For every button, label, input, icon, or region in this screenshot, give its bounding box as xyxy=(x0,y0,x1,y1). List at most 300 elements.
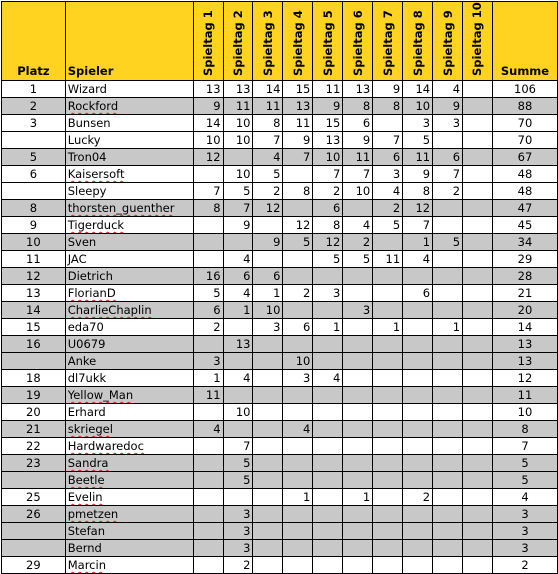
cell-platz[interactable]: 18 xyxy=(2,370,66,387)
cell-spieltag-5[interactable]: 9 xyxy=(313,98,343,115)
cell-spieltag-6[interactable]: 5 xyxy=(343,251,373,268)
cell-spieler[interactable] xyxy=(65,268,193,285)
cell-spieltag-8[interactable]: 2 xyxy=(403,489,433,506)
cell-spieltag-2[interactable]: 9 xyxy=(223,217,253,234)
cell-spieltag-5[interactable] xyxy=(313,523,343,540)
cell-spieltag-4[interactable] xyxy=(283,336,313,353)
cell-spieler[interactable] xyxy=(65,319,193,336)
cell-spieltag-8[interactable] xyxy=(403,523,433,540)
cell-spieler[interactable] xyxy=(65,489,193,506)
cell-spieltag-6[interactable] xyxy=(343,285,373,302)
cell-spieltag-4[interactable]: 13 xyxy=(283,98,313,115)
cell-spieltag-4[interactable] xyxy=(283,166,313,183)
cell-spieltag-5[interactable] xyxy=(313,421,343,438)
cell-spieltag-4[interactable] xyxy=(283,438,313,455)
cell-spieltag-3[interactable] xyxy=(253,540,283,557)
cell-spieltag-5[interactable] xyxy=(313,387,343,404)
cell-spieltag-1[interactable] xyxy=(193,489,223,506)
header-spieltag-6[interactable] xyxy=(343,2,373,81)
cell-spieltag-1[interactable] xyxy=(193,540,223,557)
cell-spieltag-7[interactable]: 11 xyxy=(373,251,403,268)
cell-spieltag-7[interactable] xyxy=(373,438,403,455)
cell-spieltag-4[interactable]: 9 xyxy=(283,132,313,149)
cell-spieltag-8[interactable] xyxy=(403,319,433,336)
cell-spieltag-8[interactable] xyxy=(403,421,433,438)
cell-spieltag-2[interactable]: 10 xyxy=(223,132,253,149)
cell-spieltag-5[interactable] xyxy=(313,302,343,319)
cell-spieltag-9[interactable] xyxy=(433,217,463,234)
cell-spieler[interactable] xyxy=(65,132,193,149)
cell-summe[interactable]: 88 xyxy=(492,98,557,115)
cell-spieltag-1[interactable]: 3 xyxy=(193,353,223,370)
cell-spieltag-4[interactable] xyxy=(283,557,313,574)
cell-spieltag-4[interactable] xyxy=(283,472,313,489)
cell-spieltag-5[interactable]: 4 xyxy=(313,370,343,387)
cell-spieltag-10[interactable] xyxy=(463,557,493,574)
cell-spieler[interactable] xyxy=(65,540,193,557)
cell-spieltag-6[interactable] xyxy=(343,540,373,557)
cell-spieltag-7[interactable] xyxy=(373,489,403,506)
cell-spieltag-4[interactable]: 6 xyxy=(283,319,313,336)
cell-platz[interactable] xyxy=(2,540,66,557)
cell-spieltag-1[interactable]: 16 xyxy=(193,268,223,285)
cell-spieltag-5[interactable] xyxy=(313,489,343,506)
cell-spieltag-9[interactable] xyxy=(433,455,463,472)
cell-spieltag-1[interactable]: 11 xyxy=(193,387,223,404)
cell-spieltag-10[interactable] xyxy=(463,506,493,523)
cell-spieltag-2[interactable] xyxy=(223,387,253,404)
cell-spieltag-4[interactable]: 12 xyxy=(283,217,313,234)
cell-spieltag-10[interactable] xyxy=(463,234,493,251)
cell-spieltag-6[interactable] xyxy=(343,472,373,489)
cell-spieltag-4[interactable]: 11 xyxy=(283,115,313,132)
cell-summe[interactable]: 3 xyxy=(492,523,557,540)
cell-summe[interactable]: 10 xyxy=(492,404,557,421)
cell-spieltag-9[interactable] xyxy=(433,523,463,540)
cell-spieltag-6[interactable]: 7 xyxy=(343,166,373,183)
cell-spieler[interactable] xyxy=(65,523,193,540)
cell-platz[interactable]: 5 xyxy=(2,149,66,166)
cell-spieltag-3[interactable]: 14 xyxy=(253,81,283,98)
cell-spieltag-1[interactable] xyxy=(193,455,223,472)
cell-spieltag-1[interactable] xyxy=(193,438,223,455)
cell-platz[interactable]: 15 xyxy=(2,319,66,336)
cell-spieltag-10[interactable] xyxy=(463,421,493,438)
cell-spieler[interactable] xyxy=(65,302,193,319)
cell-spieler[interactable] xyxy=(65,370,193,387)
cell-spieltag-1[interactable]: 14 xyxy=(193,115,223,132)
cell-spieltag-5[interactable]: 15 xyxy=(313,115,343,132)
cell-spieltag-3[interactable] xyxy=(253,472,283,489)
cell-spieltag-10[interactable] xyxy=(463,540,493,557)
cell-platz[interactable]: 25 xyxy=(2,489,66,506)
cell-spieltag-1[interactable]: 6 xyxy=(193,302,223,319)
cell-spieltag-5[interactable] xyxy=(313,336,343,353)
cell-spieler[interactable] xyxy=(65,455,193,472)
cell-spieltag-4[interactable]: 2 xyxy=(283,285,313,302)
cell-spieltag-6[interactable]: 2 xyxy=(343,234,373,251)
cell-spieltag-8[interactable] xyxy=(403,455,433,472)
cell-summe[interactable]: 13 xyxy=(492,353,557,370)
cell-spieltag-8[interactable]: 14 xyxy=(403,81,433,98)
header-summe[interactable]: Summe xyxy=(492,2,557,81)
cell-spieltag-9[interactable]: 4 xyxy=(433,81,463,98)
cell-spieltag-3[interactable]: 2 xyxy=(253,183,283,200)
cell-spieltag-8[interactable] xyxy=(403,540,433,557)
cell-spieltag-4[interactable] xyxy=(283,404,313,421)
cell-summe[interactable]: 67 xyxy=(492,149,557,166)
cell-platz[interactable]: 14 xyxy=(2,302,66,319)
cell-platz[interactable] xyxy=(2,523,66,540)
cell-spieltag-3[interactable]: 7 xyxy=(253,132,283,149)
cell-spieltag-6[interactable] xyxy=(343,370,373,387)
cell-spieltag-3[interactable]: 10 xyxy=(253,302,283,319)
header-spieltag-3[interactable] xyxy=(253,2,283,81)
header-spieltag-9[interactable] xyxy=(433,2,463,81)
cell-spieltag-2[interactable]: 1 xyxy=(223,302,253,319)
cell-spieler[interactable] xyxy=(65,115,193,132)
cell-spieler[interactable] xyxy=(65,149,193,166)
cell-spieltag-10[interactable] xyxy=(463,336,493,353)
cell-spieltag-1[interactable]: 8 xyxy=(193,200,223,217)
cell-spieltag-7[interactable]: 9 xyxy=(373,81,403,98)
cell-spieltag-3[interactable]: 3 xyxy=(253,319,283,336)
cell-spieltag-6[interactable] xyxy=(343,404,373,421)
cell-spieltag-5[interactable] xyxy=(313,404,343,421)
cell-spieltag-4[interactable]: 10 xyxy=(283,353,313,370)
cell-spieltag-7[interactable] xyxy=(373,472,403,489)
cell-spieltag-4[interactable] xyxy=(283,506,313,523)
cell-summe[interactable]: 7 xyxy=(492,438,557,455)
cell-spieltag-1[interactable] xyxy=(193,166,223,183)
cell-platz[interactable]: 2 xyxy=(2,98,66,115)
cell-spieltag-5[interactable] xyxy=(313,353,343,370)
cell-spieltag-9[interactable] xyxy=(433,387,463,404)
cell-platz[interactable]: 3 xyxy=(2,115,66,132)
header-spieltag-10[interactable] xyxy=(463,2,493,81)
cell-spieltag-1[interactable]: 7 xyxy=(193,183,223,200)
cell-spieltag-5[interactable] xyxy=(313,540,343,557)
cell-platz[interactable]: 26 xyxy=(2,506,66,523)
cell-spieltag-6[interactable]: 10 xyxy=(343,183,373,200)
cell-spieltag-9[interactable] xyxy=(433,506,463,523)
cell-spieltag-6[interactable] xyxy=(343,557,373,574)
cell-spieler[interactable] xyxy=(65,472,193,489)
cell-spieltag-9[interactable] xyxy=(433,540,463,557)
cell-summe[interactable]: 5 xyxy=(492,455,557,472)
cell-spieltag-7[interactable] xyxy=(373,455,403,472)
cell-spieltag-4[interactable] xyxy=(283,523,313,540)
cell-spieltag-9[interactable] xyxy=(433,285,463,302)
cell-spieltag-10[interactable] xyxy=(463,523,493,540)
cell-spieltag-2[interactable] xyxy=(223,234,253,251)
cell-spieltag-10[interactable] xyxy=(463,98,493,115)
cell-spieltag-3[interactable] xyxy=(253,387,283,404)
cell-spieler[interactable] xyxy=(65,285,193,302)
cell-spieltag-6[interactable] xyxy=(343,268,373,285)
cell-spieltag-6[interactable]: 4 xyxy=(343,217,373,234)
cell-spieler[interactable] xyxy=(65,404,193,421)
cell-spieltag-4[interactable] xyxy=(283,302,313,319)
cell-spieltag-7[interactable] xyxy=(373,523,403,540)
cell-spieltag-9[interactable] xyxy=(433,251,463,268)
cell-spieltag-2[interactable]: 5 xyxy=(223,455,253,472)
cell-spieltag-3[interactable] xyxy=(253,370,283,387)
cell-spieltag-1[interactable] xyxy=(193,557,223,574)
cell-spieltag-5[interactable]: 13 xyxy=(313,132,343,149)
cell-spieltag-7[interactable] xyxy=(373,285,403,302)
cell-spieltag-8[interactable]: 4 xyxy=(403,251,433,268)
cell-spieltag-6[interactable]: 13 xyxy=(343,81,373,98)
cell-summe[interactable]: 34 xyxy=(492,234,557,251)
cell-spieltag-9[interactable] xyxy=(433,404,463,421)
cell-spieltag-4[interactable]: 4 xyxy=(283,421,313,438)
cell-spieltag-3[interactable] xyxy=(253,455,283,472)
cell-spieltag-2[interactable]: 13 xyxy=(223,336,253,353)
cell-spieler[interactable] xyxy=(65,234,193,251)
cell-spieltag-7[interactable]: 2 xyxy=(373,200,403,217)
cell-spieltag-8[interactable] xyxy=(403,268,433,285)
cell-spieltag-9[interactable]: 9 xyxy=(433,98,463,115)
cell-spieltag-8[interactable] xyxy=(403,472,433,489)
cell-summe[interactable]: 70 xyxy=(492,115,557,132)
cell-platz[interactable]: 29 xyxy=(2,557,66,574)
cell-platz[interactable]: 12 xyxy=(2,268,66,285)
cell-spieltag-4[interactable]: 8 xyxy=(283,183,313,200)
cell-spieler[interactable] xyxy=(65,98,193,115)
cell-spieler[interactable] xyxy=(65,353,193,370)
cell-spieltag-7[interactable] xyxy=(373,506,403,523)
cell-platz[interactable]: 16 xyxy=(2,336,66,353)
cell-spieltag-1[interactable] xyxy=(193,336,223,353)
cell-spieltag-2[interactable]: 5 xyxy=(223,472,253,489)
cell-spieltag-2[interactable]: 4 xyxy=(223,251,253,268)
cell-spieltag-1[interactable] xyxy=(193,217,223,234)
cell-spieltag-5[interactable]: 5 xyxy=(313,251,343,268)
header-spieltag-2[interactable] xyxy=(223,2,253,81)
cell-spieltag-10[interactable] xyxy=(463,472,493,489)
cell-spieltag-6[interactable]: 3 xyxy=(343,302,373,319)
cell-summe[interactable]: 21 xyxy=(492,285,557,302)
cell-spieler[interactable] xyxy=(65,421,193,438)
cell-spieltag-10[interactable] xyxy=(463,200,493,217)
cell-spieltag-7[interactable]: 8 xyxy=(373,98,403,115)
cell-spieltag-9[interactable]: 6 xyxy=(433,149,463,166)
cell-spieltag-9[interactable]: 7 xyxy=(433,166,463,183)
cell-spieltag-5[interactable]: 11 xyxy=(313,81,343,98)
cell-platz[interactable] xyxy=(2,132,66,149)
cell-spieltag-6[interactable]: 1 xyxy=(343,489,373,506)
cell-spieltag-1[interactable] xyxy=(193,472,223,489)
cell-spieltag-6[interactable] xyxy=(343,319,373,336)
cell-summe[interactable]: 2 xyxy=(492,557,557,574)
cell-summe[interactable]: 5 xyxy=(492,472,557,489)
cell-spieltag-9[interactable] xyxy=(433,557,463,574)
cell-spieltag-4[interactable]: 5 xyxy=(283,234,313,251)
cell-spieltag-4[interactable] xyxy=(283,387,313,404)
cell-spieltag-1[interactable] xyxy=(193,523,223,540)
cell-spieltag-3[interactable]: 9 xyxy=(253,234,283,251)
cell-spieltag-7[interactable] xyxy=(373,336,403,353)
cell-summe[interactable]: 28 xyxy=(492,268,557,285)
cell-spieltag-4[interactable] xyxy=(283,200,313,217)
cell-spieltag-2[interactable]: 3 xyxy=(223,540,253,557)
cell-spieltag-3[interactable] xyxy=(253,421,283,438)
cell-spieltag-3[interactable] xyxy=(253,251,283,268)
cell-platz[interactable]: 9 xyxy=(2,217,66,234)
cell-spieltag-6[interactable]: 6 xyxy=(343,115,373,132)
cell-spieltag-8[interactable] xyxy=(403,387,433,404)
cell-spieltag-10[interactable] xyxy=(463,489,493,506)
cell-spieltag-5[interactable] xyxy=(313,438,343,455)
cell-spieltag-8[interactable]: 3 xyxy=(403,115,433,132)
cell-spieltag-2[interactable]: 10 xyxy=(223,404,253,421)
cell-spieltag-8[interactable] xyxy=(403,557,433,574)
cell-spieltag-10[interactable] xyxy=(463,115,493,132)
cell-spieltag-3[interactable] xyxy=(253,404,283,421)
cell-spieltag-10[interactable] xyxy=(463,370,493,387)
cell-spieltag-6[interactable]: 11 xyxy=(343,149,373,166)
cell-summe[interactable]: 4 xyxy=(492,489,557,506)
cell-spieltag-3[interactable]: 4 xyxy=(253,149,283,166)
cell-spieltag-3[interactable]: 12 xyxy=(253,200,283,217)
cell-spieltag-3[interactable] xyxy=(253,489,283,506)
cell-spieltag-7[interactable] xyxy=(373,302,403,319)
cell-summe[interactable]: 3 xyxy=(492,540,557,557)
cell-spieltag-10[interactable] xyxy=(463,251,493,268)
cell-spieltag-8[interactable] xyxy=(403,336,433,353)
cell-spieltag-3[interactable]: 1 xyxy=(253,285,283,302)
cell-platz[interactable] xyxy=(2,183,66,200)
cell-spieltag-2[interactable] xyxy=(223,489,253,506)
cell-summe[interactable]: 11 xyxy=(492,387,557,404)
cell-platz[interactable]: 20 xyxy=(2,404,66,421)
cell-spieltag-2[interactable]: 5 xyxy=(223,183,253,200)
cell-spieltag-7[interactable] xyxy=(373,115,403,132)
cell-spieler[interactable] xyxy=(65,183,193,200)
cell-platz[interactable] xyxy=(2,353,66,370)
cell-spieltag-7[interactable]: 3 xyxy=(373,166,403,183)
cell-spieltag-6[interactable] xyxy=(343,506,373,523)
cell-platz[interactable]: 1 xyxy=(2,81,66,98)
header-spieltag-7[interactable] xyxy=(373,2,403,81)
cell-summe[interactable]: 3 xyxy=(492,506,557,523)
cell-summe[interactable]: 13 xyxy=(492,336,557,353)
cell-spieltag-4[interactable]: 3 xyxy=(283,370,313,387)
cell-spieltag-2[interactable] xyxy=(223,319,253,336)
cell-spieltag-2[interactable]: 3 xyxy=(223,523,253,540)
cell-spieler[interactable] xyxy=(65,506,193,523)
cell-spieler[interactable] xyxy=(65,81,193,98)
cell-spieltag-6[interactable] xyxy=(343,387,373,404)
cell-spieltag-9[interactable] xyxy=(433,353,463,370)
cell-spieltag-8[interactable]: 8 xyxy=(403,183,433,200)
cell-spieler[interactable] xyxy=(65,217,193,234)
cell-spieltag-10[interactable] xyxy=(463,404,493,421)
cell-spieltag-8[interactable]: 6 xyxy=(403,285,433,302)
cell-platz[interactable]: 21 xyxy=(2,421,66,438)
cell-summe[interactable]: 106 xyxy=(492,81,557,98)
cell-spieltag-4[interactable] xyxy=(283,251,313,268)
cell-spieltag-7[interactable] xyxy=(373,370,403,387)
cell-spieltag-2[interactable] xyxy=(223,421,253,438)
cell-spieltag-5[interactable]: 3 xyxy=(313,285,343,302)
cell-spieltag-1[interactable]: 13 xyxy=(193,81,223,98)
cell-spieltag-5[interactable]: 12 xyxy=(313,234,343,251)
cell-spieltag-9[interactable] xyxy=(433,302,463,319)
cell-spieltag-10[interactable] xyxy=(463,81,493,98)
cell-spieltag-8[interactable]: 9 xyxy=(403,166,433,183)
cell-platz[interactable]: 10 xyxy=(2,234,66,251)
cell-spieltag-7[interactable] xyxy=(373,234,403,251)
cell-spieler[interactable] xyxy=(65,387,193,404)
cell-spieltag-10[interactable] xyxy=(463,455,493,472)
cell-spieltag-3[interactable] xyxy=(253,336,283,353)
cell-spieltag-6[interactable] xyxy=(343,438,373,455)
cell-spieltag-2[interactable]: 10 xyxy=(223,166,253,183)
cell-spieltag-2[interactable]: 7 xyxy=(223,200,253,217)
cell-spieltag-1[interactable]: 2 xyxy=(193,319,223,336)
cell-spieltag-9[interactable] xyxy=(433,489,463,506)
cell-spieltag-5[interactable]: 10 xyxy=(313,149,343,166)
cell-spieltag-8[interactable] xyxy=(403,370,433,387)
cell-spieltag-7[interactable] xyxy=(373,404,403,421)
cell-spieltag-7[interactable] xyxy=(373,421,403,438)
cell-spieltag-3[interactable]: 11 xyxy=(253,98,283,115)
cell-platz[interactable]: 13 xyxy=(2,285,66,302)
cell-spieler[interactable] xyxy=(65,336,193,353)
cell-spieltag-4[interactable]: 1 xyxy=(283,489,313,506)
cell-summe[interactable]: 47 xyxy=(492,200,557,217)
cell-spieltag-8[interactable]: 12 xyxy=(403,200,433,217)
cell-spieltag-7[interactable]: 5 xyxy=(373,217,403,234)
cell-spieltag-4[interactable]: 15 xyxy=(283,81,313,98)
cell-spieltag-7[interactable] xyxy=(373,540,403,557)
cell-spieltag-6[interactable] xyxy=(343,200,373,217)
cell-platz[interactable]: 8 xyxy=(2,200,66,217)
cell-spieltag-10[interactable] xyxy=(463,353,493,370)
cell-spieltag-9[interactable]: 1 xyxy=(433,319,463,336)
cell-spieltag-7[interactable]: 1 xyxy=(373,319,403,336)
cell-spieltag-2[interactable] xyxy=(223,149,253,166)
header-spieltag-8[interactable] xyxy=(403,2,433,81)
cell-spieltag-8[interactable] xyxy=(403,438,433,455)
cell-spieltag-7[interactable]: 7 xyxy=(373,132,403,149)
cell-spieltag-10[interactable] xyxy=(463,132,493,149)
header-spieler[interactable]: Spieler xyxy=(65,2,193,81)
cell-spieltag-2[interactable]: 10 xyxy=(223,115,253,132)
cell-spieltag-7[interactable] xyxy=(373,268,403,285)
cell-spieltag-3[interactable] xyxy=(253,506,283,523)
cell-spieltag-8[interactable] xyxy=(403,404,433,421)
cell-spieltag-9[interactable] xyxy=(433,421,463,438)
cell-spieltag-9[interactable] xyxy=(433,268,463,285)
cell-spieltag-3[interactable] xyxy=(253,438,283,455)
cell-spieltag-5[interactable]: 1 xyxy=(313,319,343,336)
cell-spieltag-1[interactable]: 1 xyxy=(193,370,223,387)
cell-spieltag-1[interactable]: 5 xyxy=(193,285,223,302)
cell-spieltag-1[interactable]: 4 xyxy=(193,421,223,438)
cell-spieltag-1[interactable] xyxy=(193,404,223,421)
cell-spieltag-6[interactable] xyxy=(343,455,373,472)
cell-spieltag-8[interactable]: 7 xyxy=(403,217,433,234)
cell-spieltag-2[interactable]: 3 xyxy=(223,506,253,523)
cell-spieltag-4[interactable]: 7 xyxy=(283,149,313,166)
cell-platz[interactable]: 22 xyxy=(2,438,66,455)
cell-spieltag-9[interactable] xyxy=(433,472,463,489)
cell-spieltag-6[interactable] xyxy=(343,523,373,540)
cell-spieltag-6[interactable]: 9 xyxy=(343,132,373,149)
